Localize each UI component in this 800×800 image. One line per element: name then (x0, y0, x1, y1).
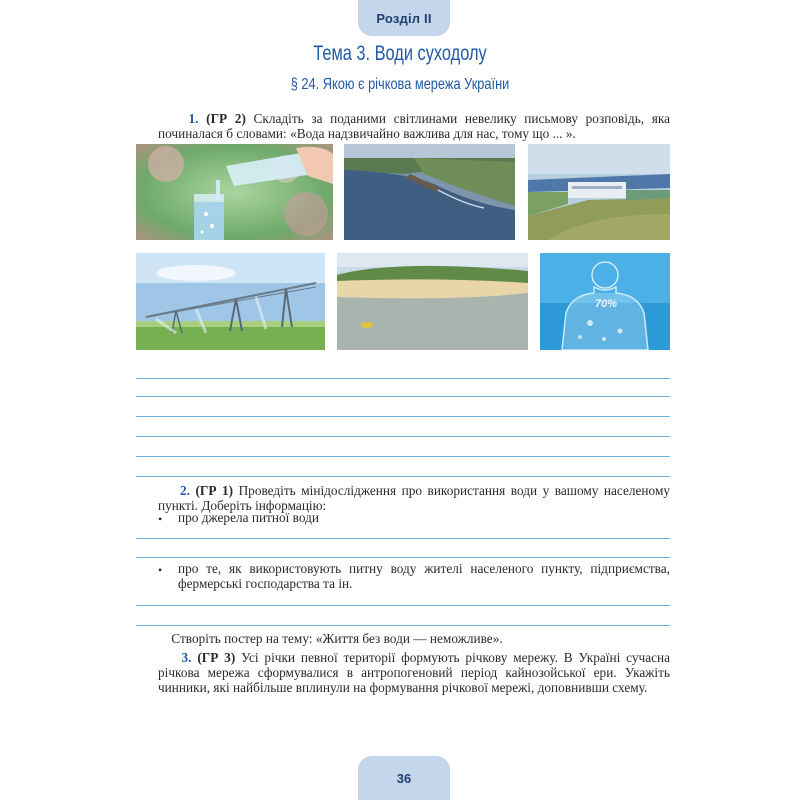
task-2-bullet-1: про джерела питної води (178, 510, 319, 525)
poster-text: Створіть постер на тему: «Життя без води — неможливе». (171, 631, 503, 646)
topic-title: Тема 3. Води суходолу (313, 42, 487, 65)
bullet-marker: • (158, 512, 163, 526)
task-1 (158, 111, 670, 141)
writing-line (136, 436, 670, 437)
task-2-text: Проведіть мінідослідження про використання води у вашому населеному пункті. Доберіть інформацію: (158, 483, 671, 513)
page-number: 36 (396, 770, 412, 786)
writing-line (136, 416, 670, 417)
writing-line (136, 625, 670, 626)
section-tab (358, 0, 450, 36)
writing-line (136, 456, 670, 457)
writing-line (136, 396, 670, 397)
task-3 (158, 650, 670, 695)
task-3-text: Усі річки певної території формують річкову мережу. В Україні сучасна річкова мережа сформувалися в антропогеновий період кайнозойської ери. Укажіть чинники, які найбільше вплинули на формування річкової мережі, доповнивши схему. (158, 650, 671, 695)
task-2-number: 2. (179, 483, 190, 498)
task-1-group: (ГР 2) (206, 111, 246, 126)
writing-line (136, 557, 670, 558)
poster-task (158, 631, 670, 646)
section-label: Розділ ІІ (376, 10, 432, 26)
photo-hydro-dam (528, 144, 670, 240)
page-number-tab (358, 756, 450, 800)
task-1-text: Складіть за поданими світлинами невелику письмову розповідь, яка починалася б словами: «Вода надзвичайно важлива для нас, тому що ... ». (158, 111, 670, 141)
photo-irrigation (136, 253, 325, 350)
photo-river-barge (344, 144, 515, 240)
writing-line (136, 538, 670, 539)
task-3-group: (ГР 3) (197, 650, 236, 665)
photo-body-water (540, 253, 670, 350)
task-3-number: 3. (181, 650, 192, 665)
writing-line (136, 605, 670, 606)
bullet-marker: • (158, 563, 163, 577)
writing-line (136, 476, 670, 477)
body-water-percent: 70% (595, 298, 618, 310)
task-2 (158, 483, 670, 513)
task-1-number: 1. (188, 111, 199, 126)
writing-line (136, 378, 670, 379)
task-2-bullet-2: про те, як використовують питну воду жителі населеного пункту, підприємства, фермерські господарства та ін. (178, 561, 670, 591)
task-2-group: (ГР 1) (195, 483, 234, 498)
paragraph-title: § 24. Якою є річкова мережа України (290, 76, 510, 93)
photo-water-pouring (136, 144, 333, 240)
photo-beach (337, 253, 528, 350)
